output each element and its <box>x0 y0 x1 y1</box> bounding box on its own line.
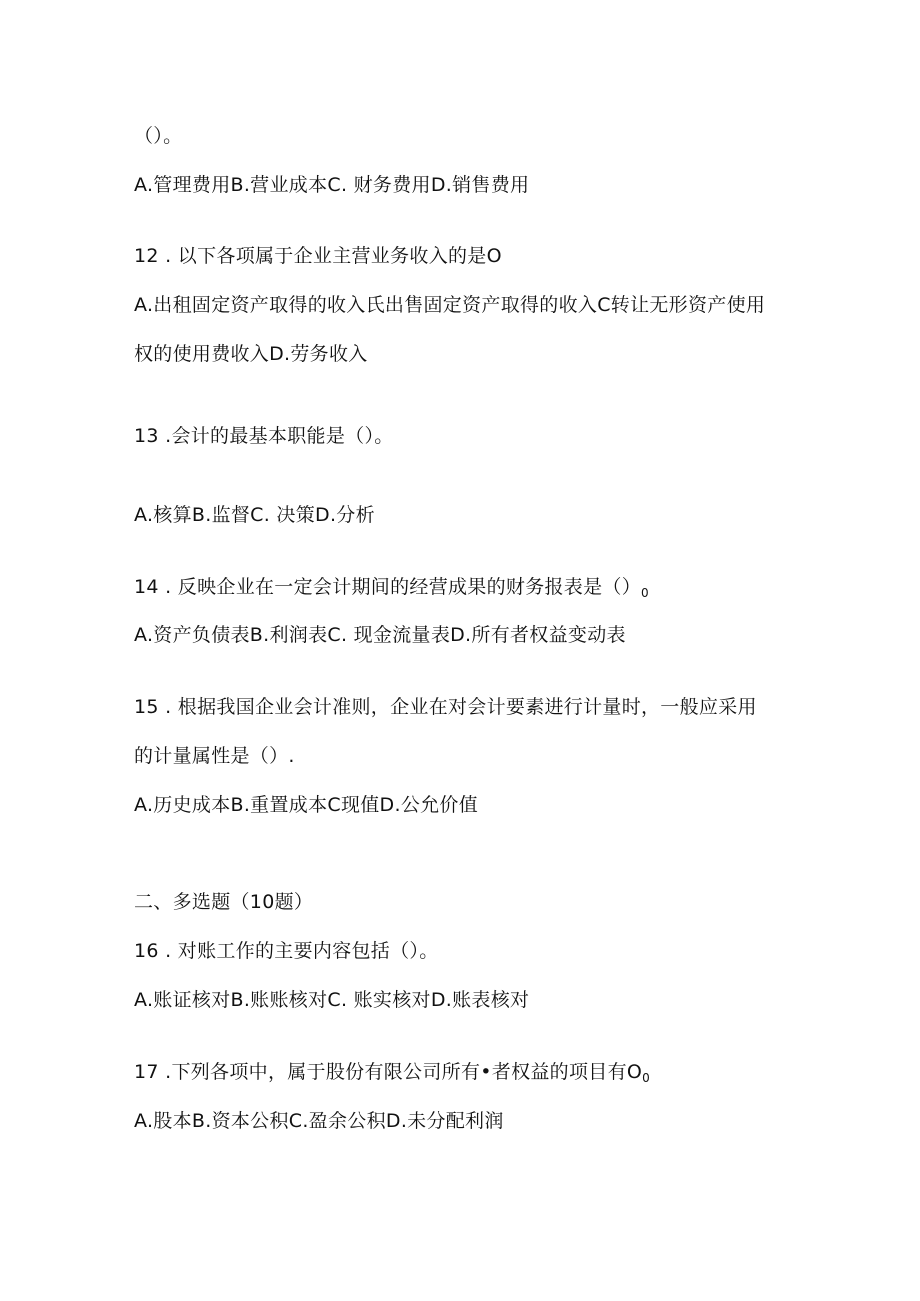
question-14-stem <box>134 574 649 606</box>
question-15-stem-line-1: 15 . 根据我国企业会计准则，企业在对会计要素进行计量时，一般应采用 <box>134 696 757 718</box>
question-15-options: A.历史成本B.重置成本C现值D.公允价值 <box>134 794 479 816</box>
question-13-stem: 13 .会计的最基本职能是（）。 <box>134 425 394 447</box>
question-12-stem: 12 . 以下各项属于企业主营业务收入的是O <box>134 245 502 267</box>
question-12-options-line-1: A.出租固定资产取得的收入氏出售固定资产取得的收入C转让无形资产使用 <box>134 294 766 316</box>
question-11-options: A.管理费用B.营业成本C. 财务费用D.销售费用 <box>134 174 530 196</box>
question-13-options: A.核算B.监督C. 决策D.分析 <box>134 504 375 526</box>
question-17-options: A.股本B.资本公积C.盈余公积D.未分配利润 <box>134 1110 504 1132</box>
question-17-stem-text: 17 .下列各项中，属于股份有限公司所有•者权益的项目有O <box>134 1061 643 1083</box>
section-heading-multiple-choice: 二、多选题（10题） <box>134 891 314 913</box>
question-14-options: A.资产负债表B.利润表C. 现金流量表D.所有者权益变动表 <box>134 624 626 646</box>
question-17-stem-subscript: 0 <box>642 1071 651 1085</box>
question-14-stem-text: 14 . 反映企业在一定会计期间的经营成果的财务报表是（） <box>134 576 641 598</box>
question-17-stem <box>134 1059 650 1091</box>
question-16-options: A.账证核对B.账账核对C. 账实核对D.账表核对 <box>134 989 530 1011</box>
question-12-options-line-2: 权的使用费收入D.劳务收入 <box>134 343 368 365</box>
question-14-stem-subscript: 0 <box>641 586 649 600</box>
question-15-stem-line-2: 的计量属性是（）. <box>134 745 295 767</box>
question-16-stem: 16 . 对账工作的主要内容包括（）。 <box>134 940 439 962</box>
question-11-stem-end: （）。 <box>134 125 183 147</box>
